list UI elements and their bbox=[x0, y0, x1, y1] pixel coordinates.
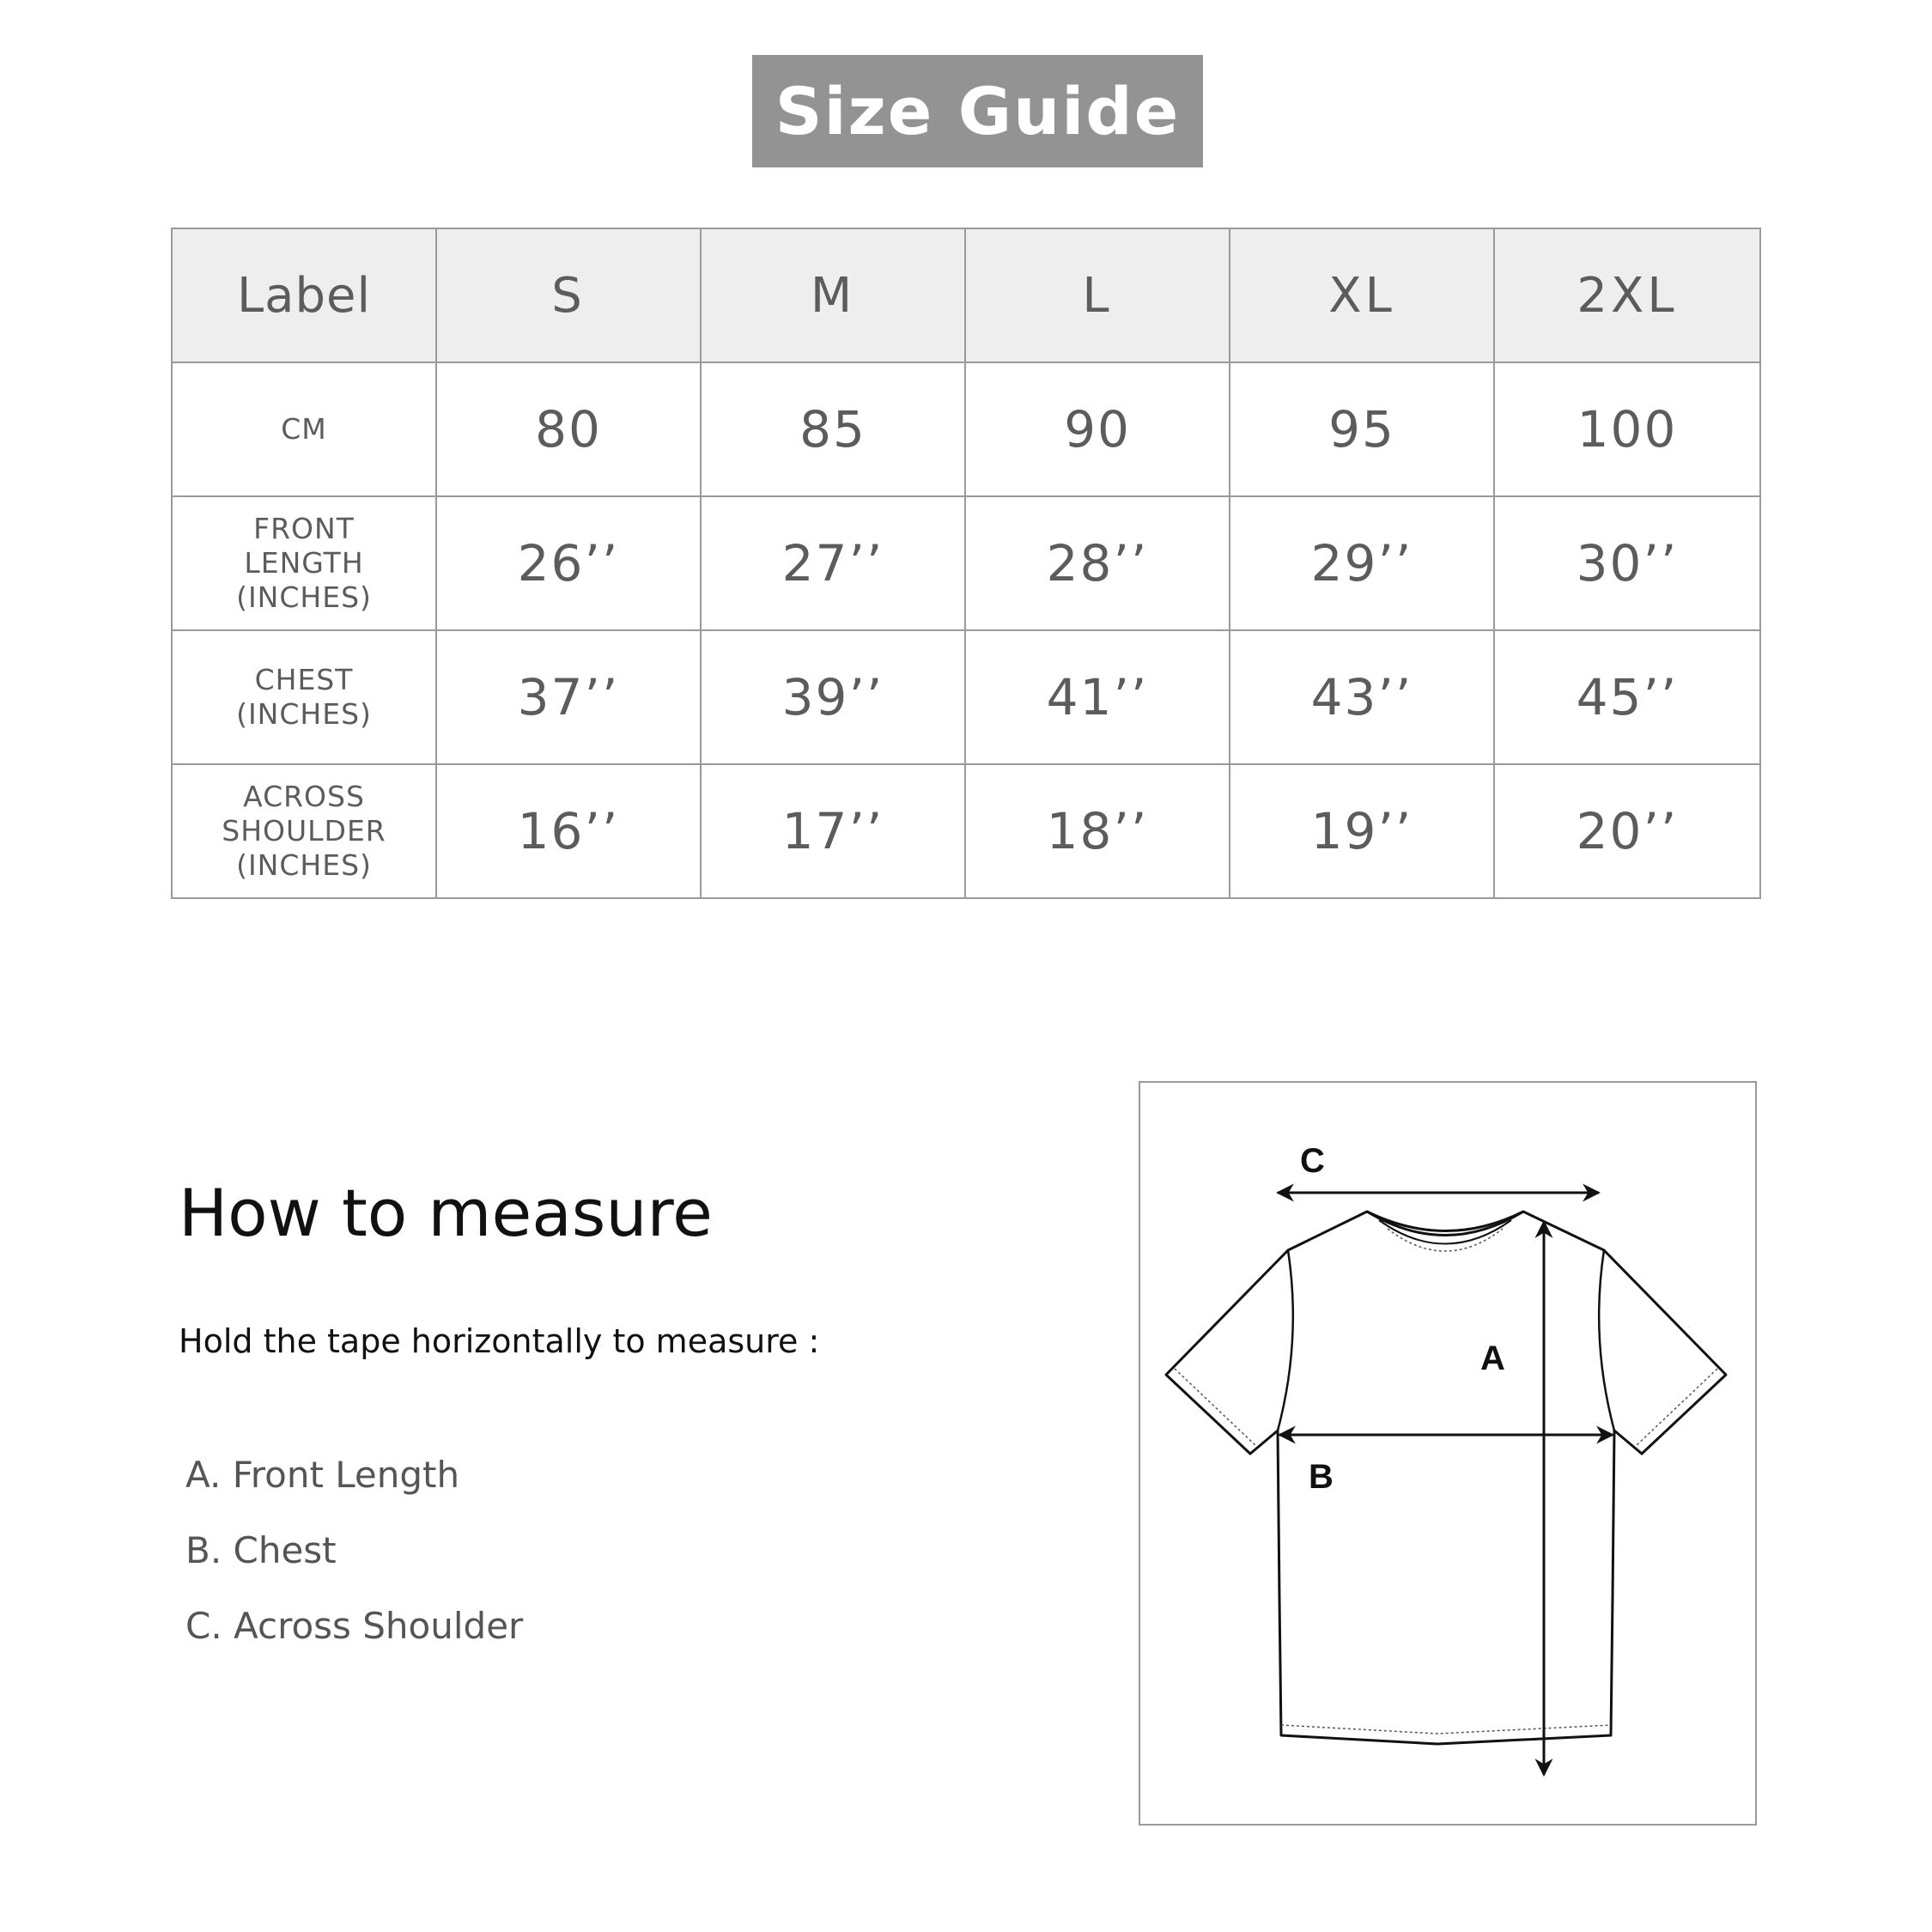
header-size-m: M bbox=[701, 228, 965, 362]
tshirt-outline-icon bbox=[1140, 1083, 1755, 1824]
table-cell: 80 bbox=[436, 362, 701, 496]
table-cell: 27’’ bbox=[701, 496, 965, 630]
table-cell: 41’’ bbox=[965, 630, 1230, 764]
row-label-line: CHEST bbox=[254, 663, 354, 696]
list-item: B. Chest bbox=[185, 1529, 337, 1571]
table-cell: 90 bbox=[965, 362, 1230, 496]
label-a: A bbox=[1480, 1340, 1505, 1377]
table-cell: 39’’ bbox=[701, 630, 965, 764]
header-size-s: S bbox=[436, 228, 701, 362]
measurement-list bbox=[185, 1449, 523, 1676]
how-to-measure-instruction: Hold the tape horizontally to measure : bbox=[179, 1322, 820, 1360]
row-label-cm bbox=[172, 362, 436, 496]
list-item: A. Front Length bbox=[185, 1454, 460, 1496]
table-cell: 30’’ bbox=[1494, 496, 1760, 630]
measurement-diagram bbox=[1139, 1081, 1757, 1826]
row-label-front-length bbox=[172, 496, 436, 630]
row-label-line: (INCHES) bbox=[236, 848, 372, 882]
header-size-2xl: 2XL bbox=[1494, 228, 1760, 362]
row-label-chest bbox=[172, 630, 436, 764]
page-title: Size Guide bbox=[775, 73, 1181, 149]
table-cell: 45’’ bbox=[1494, 630, 1760, 764]
table-row-chest bbox=[172, 630, 1760, 764]
header-size-l: L bbox=[965, 228, 1230, 362]
row-label-line: CM bbox=[281, 412, 327, 446]
size-guide-banner bbox=[752, 55, 1203, 167]
table-cell: 28’’ bbox=[965, 496, 1230, 630]
table-cell: 18’’ bbox=[965, 764, 1230, 898]
table-cell: 100 bbox=[1494, 362, 1760, 496]
table-row-cm bbox=[172, 362, 1760, 496]
header-label-cell: Label bbox=[172, 228, 436, 362]
table-cell: 85 bbox=[701, 362, 965, 496]
tshirt-body-outline bbox=[1166, 1212, 1726, 1744]
size-table bbox=[171, 228, 1761, 899]
how-to-measure-heading: How to measure bbox=[179, 1175, 713, 1251]
table-cell: 17’’ bbox=[701, 764, 965, 898]
row-label-line: (INCHES) bbox=[236, 580, 372, 614]
row-label-line: LENGTH bbox=[244, 546, 364, 580]
list-item: C. Across Shoulder bbox=[185, 1605, 524, 1647]
table-header-row bbox=[172, 228, 1760, 362]
table-cell: 29’’ bbox=[1230, 496, 1494, 630]
label-b: B bbox=[1309, 1458, 1334, 1496]
row-label-line: SHOULDER bbox=[222, 814, 386, 848]
table-cell: 26’’ bbox=[436, 496, 701, 630]
table-cell: 43’’ bbox=[1230, 630, 1494, 764]
label-c: C bbox=[1300, 1142, 1325, 1180]
header-size-xl: XL bbox=[1230, 228, 1494, 362]
row-label-line: FRONT bbox=[253, 512, 355, 545]
table-cell: 37’’ bbox=[436, 630, 701, 764]
row-label-line: ACROSS bbox=[243, 780, 365, 813]
table-cell: 16’’ bbox=[436, 764, 701, 898]
table-row-front-length bbox=[172, 496, 1760, 630]
row-label-across-shoulder bbox=[172, 764, 436, 898]
table-cell: 19’’ bbox=[1230, 764, 1494, 898]
table-row-across-shoulder bbox=[172, 764, 1760, 898]
row-label-line: (INCHES) bbox=[236, 697, 372, 731]
table-cell: 20’’ bbox=[1494, 764, 1760, 898]
table-cell: 95 bbox=[1230, 362, 1494, 496]
